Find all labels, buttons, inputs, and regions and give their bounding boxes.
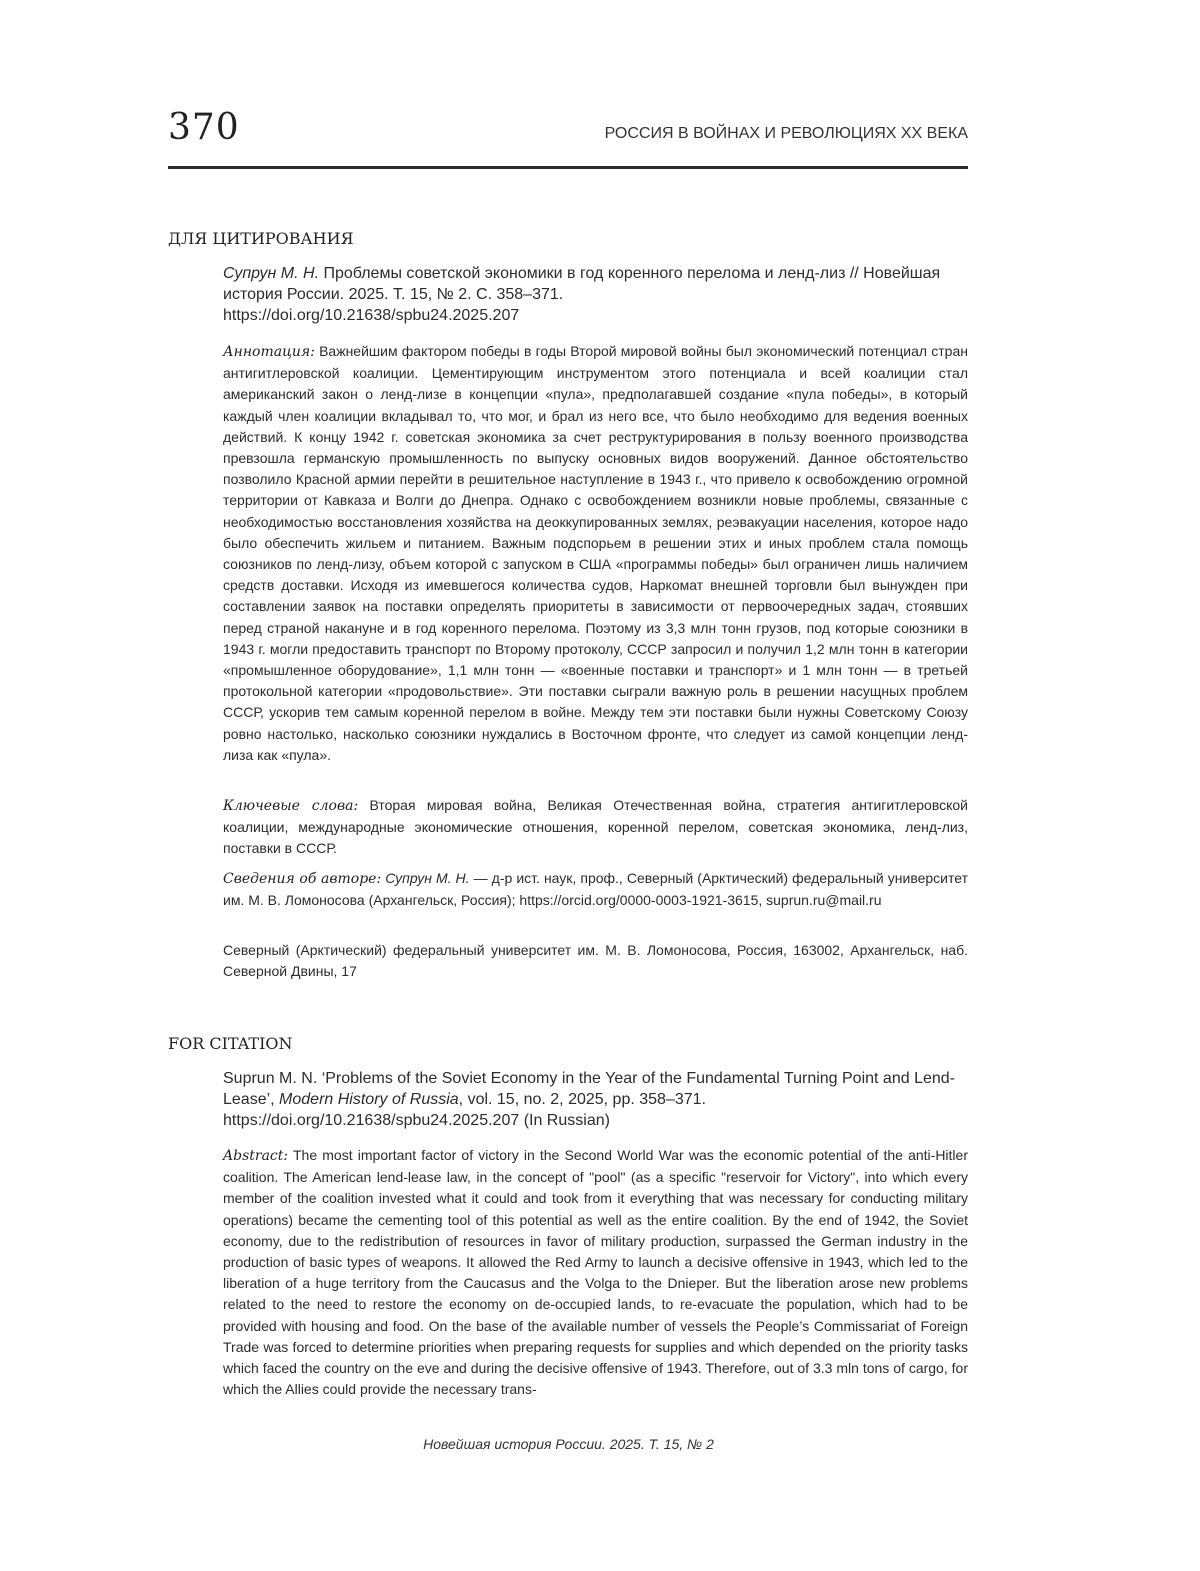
ru-citation-text: Проблемы советской экономики в год коренного перелома и ленд-лиз // Новейшая история России. 2025. Т. 15, № 2. С. 358–371. — [223, 265, 941, 303]
en-citation-details: , vol. 15, no. 2, 2025, pp. 358–371. — [458, 1091, 706, 1108]
ru-abstract-text: Важнейшим фактором победы в годы Второй мировой войны был экономический потенциал стран антигитлеровской коалиции. Цементирующим инструментом этого потенциала и всей коалиции стал американский закон о ленд-лизе в концепции «пула», предполагавшей создание «пула победы», в который каждый член коалиции вкладывал то, что мог, и брал из него все, что было необходимо для ведения военных действий. К концу 1942 г. советская экономика за счет реструктурирования в пользу военного производства превзошла германскую промышленность по выпуску основных видов вооружений. Данное обстоятельство позволило Красной армии перейти в решительное наступление в 1943 г., что привело к освобождению огромной территории от Кавказа и Волги до Днепра. Однако с освобождением возникли новые проблемы, связанные с необходимостью восстановления хозяйства на деоккупированных землях, реэвакуации населения, которое надо было обеспечить жильем и питанием. Важным подспорьем в решении этих и иных проблем стала помощь союзников по ленд-лизу, объем которой с запуском в США «программы победы» был ограничен лишь наличием средств доставки. Исходя из имевшегося количества судов, Наркомат внешней торговли был вынужден при составлении заявок на поставки определять приоритеты в зависимости от первоочередных задач, стоявших перед страной накануне и в год коренного перелома. Поэтому из 3,3 млн тонн грузов, под которые союзники в 1943 г. могли предоставить транспорт по Второму протоколу, СССР запросил и получил 1,2 млн тонн в категории «промышленное оборудование», 1,1 млн тонн — «военные поставки и транспорт» и 1 млн тонн — в третьей протокольной категории «продовольствие». Эти поставки сыграли важную роль в решении насущных проблем СССР, ускорив тем самым коренной перелом в войне. Между тем эти поставки были нужны Советскому Союзу ровно настолько, насколько союзники нуждались в Восточном фронте, что следует из самой концепции ленд-лиза как «пула». — [223, 343, 968, 763]
ru-keywords — [223, 795, 968, 860]
ru-citation-author: Супрун М. Н. — [223, 265, 320, 282]
en-citation — [223, 1068, 968, 1131]
en-abstract — [223, 1145, 968, 1400]
running-title: РОССИЯ В ВОЙНАХ И РЕВОЛЮЦИЯХ XX ВЕКА — [604, 125, 968, 142]
en-citation-doi: https://doi.org/10.21638/spbu24.2025.207 (In Russian) — [223, 1112, 610, 1129]
ru-abstract — [223, 341, 968, 766]
en-section-title: FOR CITATION — [168, 1034, 293, 1053]
ru-abstract-label: Аннотация: — [223, 344, 315, 360]
en-abstract-text: The most important factor of victory in the Second World War was the economic potential of the anti-Hitler coalition. The American lend-lease law, in the concept of "pool" (as a specific "reservoir for Victory", into which every member of the coalition invested what it could and took from it everything that was necessary for conducting military operations) became the cementing tool of this potential as well as the entire coalition. By the end of 1942, the Soviet economy, due to the redistribution of resources in favor of military production, surpassed the German industry in the production of basic types of weapons. It allowed the Red Army to launch a decisive offensive in 1943, which led to the liberation of a huge territory from the Caucasus and the Volga to the Dnieper. But the liberation arose new problems related to the need to restore the economy on de-occupied lands, to re-evacuate the population, which had to be provided with housing and food. On the base of the available number of vessels the People’s Commissariat of Foreign Trade was forced to determine priorities when preparing requests for supplies and which depended on the priority tasks which faced the country on the eve and during the decisive offensive of 1943. Therefore, out of 3.3 mln tons of cargo, for which the Allies could provide the necessary trans- — [223, 1147, 968, 1398]
ru-section-title: ДЛЯ ЦИТИРОВАНИЯ — [168, 229, 354, 248]
ru-author-info-text: — д-р ист. наук, проф., Северный (Арктический) федеральный университет им. М. В. Ломоносова (Архангельск, Россия); https://orcid.org/0000-0003-1921-3615, suprun.ru@mail.ru — [223, 870, 968, 909]
footer-journal-issue: Новейшая история России. 2025. Т. 15, № 2 — [423, 1436, 714, 1452]
ru-author-info — [223, 868, 968, 911]
ru-citation — [223, 263, 968, 326]
ru-author-info-label: Сведения об авторе: — [223, 871, 382, 887]
ru-keywords-label: Ключевые слова: — [223, 798, 359, 814]
en-abstract-label: Abstract: — [223, 1148, 289, 1164]
en-citation-text: Suprun M. N. ‘Problems of the Soviet Economy in the Year of the Fundamental Turning Point and Lend-Lease’, — [223, 1070, 955, 1108]
ru-author-name: Супрун М. Н. — [381, 870, 470, 886]
ru-citation-doi: https://doi.org/10.21638/spbu24.2025.207 — [223, 307, 520, 324]
en-citation-journal: Modern History of Russia — [279, 1091, 459, 1108]
ru-affiliation: Северный (Арктический) федеральный университет им. М. В. Ломоносова, Россия, 163002, Архангельск, наб. Северной Двины, 17 — [223, 942, 968, 980]
header-divider — [168, 166, 968, 169]
page-number: 370 — [168, 107, 240, 148]
ru-keywords-text: Вторая мировая война, Великая Отечественная война, стратегия антигитлеровской коалиции, международные экономические отношения, коренной перелом, советская экономика, ленд-лиз, поставки в СССР. — [223, 797, 968, 857]
